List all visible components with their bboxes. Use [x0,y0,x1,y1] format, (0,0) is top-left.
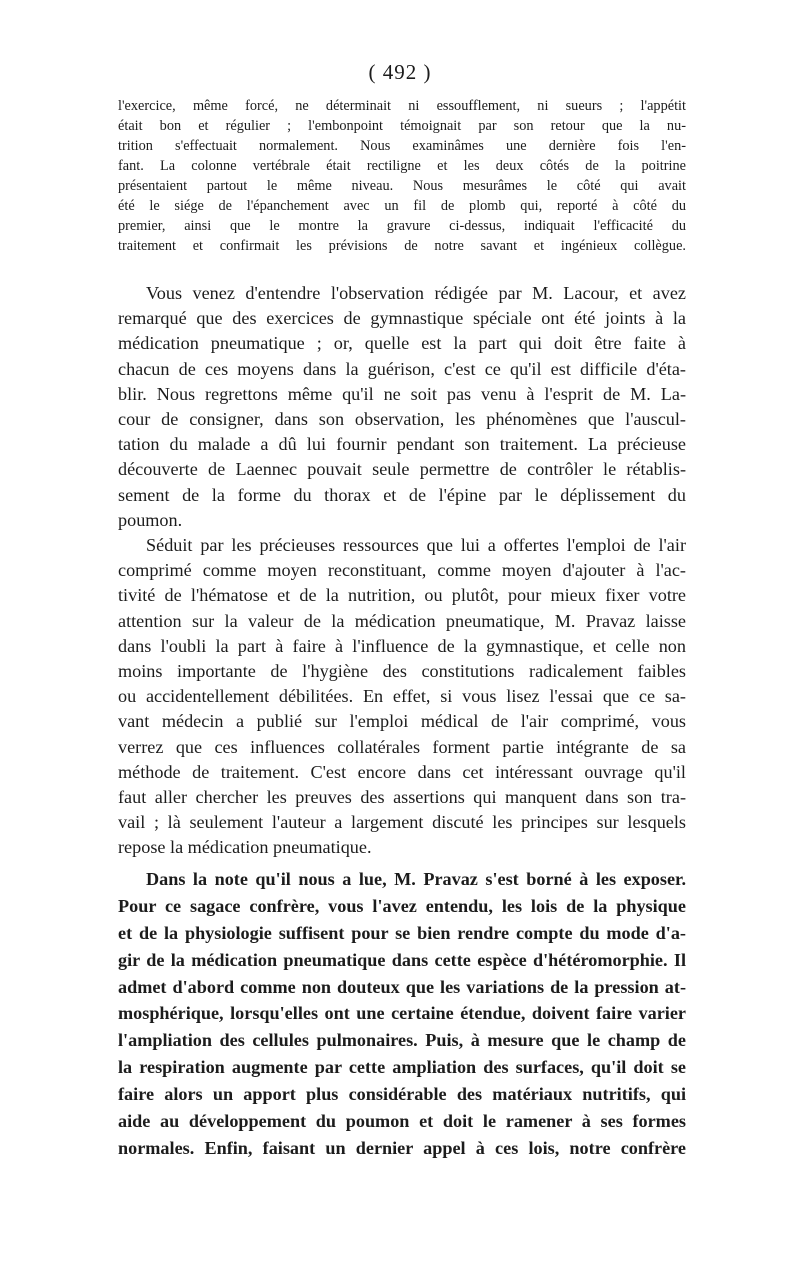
text-line: été le siége de l'épanchement avec un fil de plomb qui, reporté à côté du [118,198,686,214]
text-line: Vous venez d'entendre l'observation rédigée par M. Lacour, et avez [146,283,686,303]
text-line: médication pneumatique ; or, quelle est la part qui doit être faite à [118,333,686,354]
text-line: admet d'abord comme non douteux que les variations de la pression at- [118,976,686,997]
text-line: ou accidentellement débilitées. En effet, si vous lisez l'essai que ce sa- [118,686,686,707]
text-line: fant. La colonne vertébrale était rectiligne et les deux côtés de la poitrine [118,158,686,174]
text-line: gir de la médication pneumatique dans cette espèce d'hétéromorphie. Il [118,949,686,970]
text-line: normales. Enfin, faisant un dernier appel à ces lois, notre confrère [118,1137,686,1158]
text-line: méthode de traitement. C'est encore dans cet intéressant ouvrage qu'il [118,761,686,782]
text-line: blir. Nous regrettons même qu'il ne soit pas venu à l'esprit de M. La- [118,383,686,404]
text-line: remarqué que des exercices de gymnastique spéciale ont été joints à la [118,308,686,329]
text-line: tivité de l'hématose et de la nutrition, ou plutôt, pour mieux fixer votre [118,585,686,606]
text-line: chacun de ces moyens dans la guérison, c'est ce qu'il est difficile d'éta- [118,358,686,379]
text-line: Pour ce sagace confrère, vous l'avez entendu, les lois de la physique [118,895,686,916]
text-line: Séduit par les précieuses ressources que lui a offertes l'emploi de l'air [146,535,686,555]
text-line: découverte de Laennec pouvait seule permettre de contrôler le rétablis- [118,459,686,480]
text-line: poumon. [118,509,183,530]
text-line: faire alors un apport plus considérable des matériaux nutritifs, qui [118,1084,686,1105]
text-line: traitement et confirmait les prévisions de notre savant et ingénieux collègue. [118,238,686,254]
text-line: l'exercice, même forcé, ne déterminait ni essoufflement, ni sueurs ; l'appétit [118,98,686,114]
text-line: présentaient partout le même niveau. Nous mesurâmes le côté qui avait [118,178,686,194]
text-line: vant médecin a publié sur l'emploi médical de l'air comprimé, vous [118,711,686,732]
text-line: dans l'oubli la part à faire à l'influence de la gymnastique, et celle non [118,635,686,656]
text-line: tation du malade a dû lui fournir pendant son traitement. La précieuse [118,434,686,455]
text-line: trition s'effectuait normalement. Nous examinâmes une dernière fois l'en- [118,138,686,154]
text-line: moins importante de l'hygiène des constitutions radicalement faibles [118,660,686,681]
body-paragraph-1 [118,281,686,533]
text-line: verrez que ces influences collatérales forment partie intégrante de sa [118,736,686,757]
text-line: et de la physiologie suffisent pour se bien rendre compte du mode d'a- [118,922,686,943]
text-line: comprimé comme moyen reconstituant, comme moyen d'ajouter à l'ac- [118,560,686,581]
text-line: mosphérique, lorsqu'elles ont une certaine étendue, doivent faire varier [118,1003,686,1024]
text-line: attention sur la valeur de la médication pneumatique, M. Pravaz laisse [118,610,686,631]
body-paragraph-2 [118,533,686,860]
text-line: la respiration augmente par cette ampliation des surfaces, qu'il doit se [118,1057,686,1078]
text-line: faut aller chercher les preuves des assertions qui manquent dans son tra- [118,786,686,807]
text-line: cour de consigner, dans son observation, les phénomènes que l'auscul- [118,408,686,429]
text-line: Dans la note qu'il nous a lue, M. Pravaz s'est borné à les exposer. [146,869,686,889]
intro-paragraph [118,96,686,256]
text-line: sement de la forme du thorax et de l'épine par le déplissement du [118,484,686,505]
text-line: l'ampliation des cellules pulmonaires. Puis, à mesure que le champ de [118,1030,686,1051]
text-line: était bon et régulier ; l'embonpoint témoignait par son retour que la nu- [118,118,686,134]
body-paragraph-3 [118,866,686,1162]
text-line: aide au développement du poumon et doit le ramener à ses formes [118,1111,686,1132]
text-line: vail ; là seulement l'auteur a largement discuté les principes sur lesquels [118,812,686,833]
text-line: premier, ainsi que le montre la gravure ci-dessus, indiquait l'efficacité du [118,218,686,234]
text-line: repose la médication pneumatique. [118,837,372,858]
page-number: ( 492 ) [368,60,432,84]
